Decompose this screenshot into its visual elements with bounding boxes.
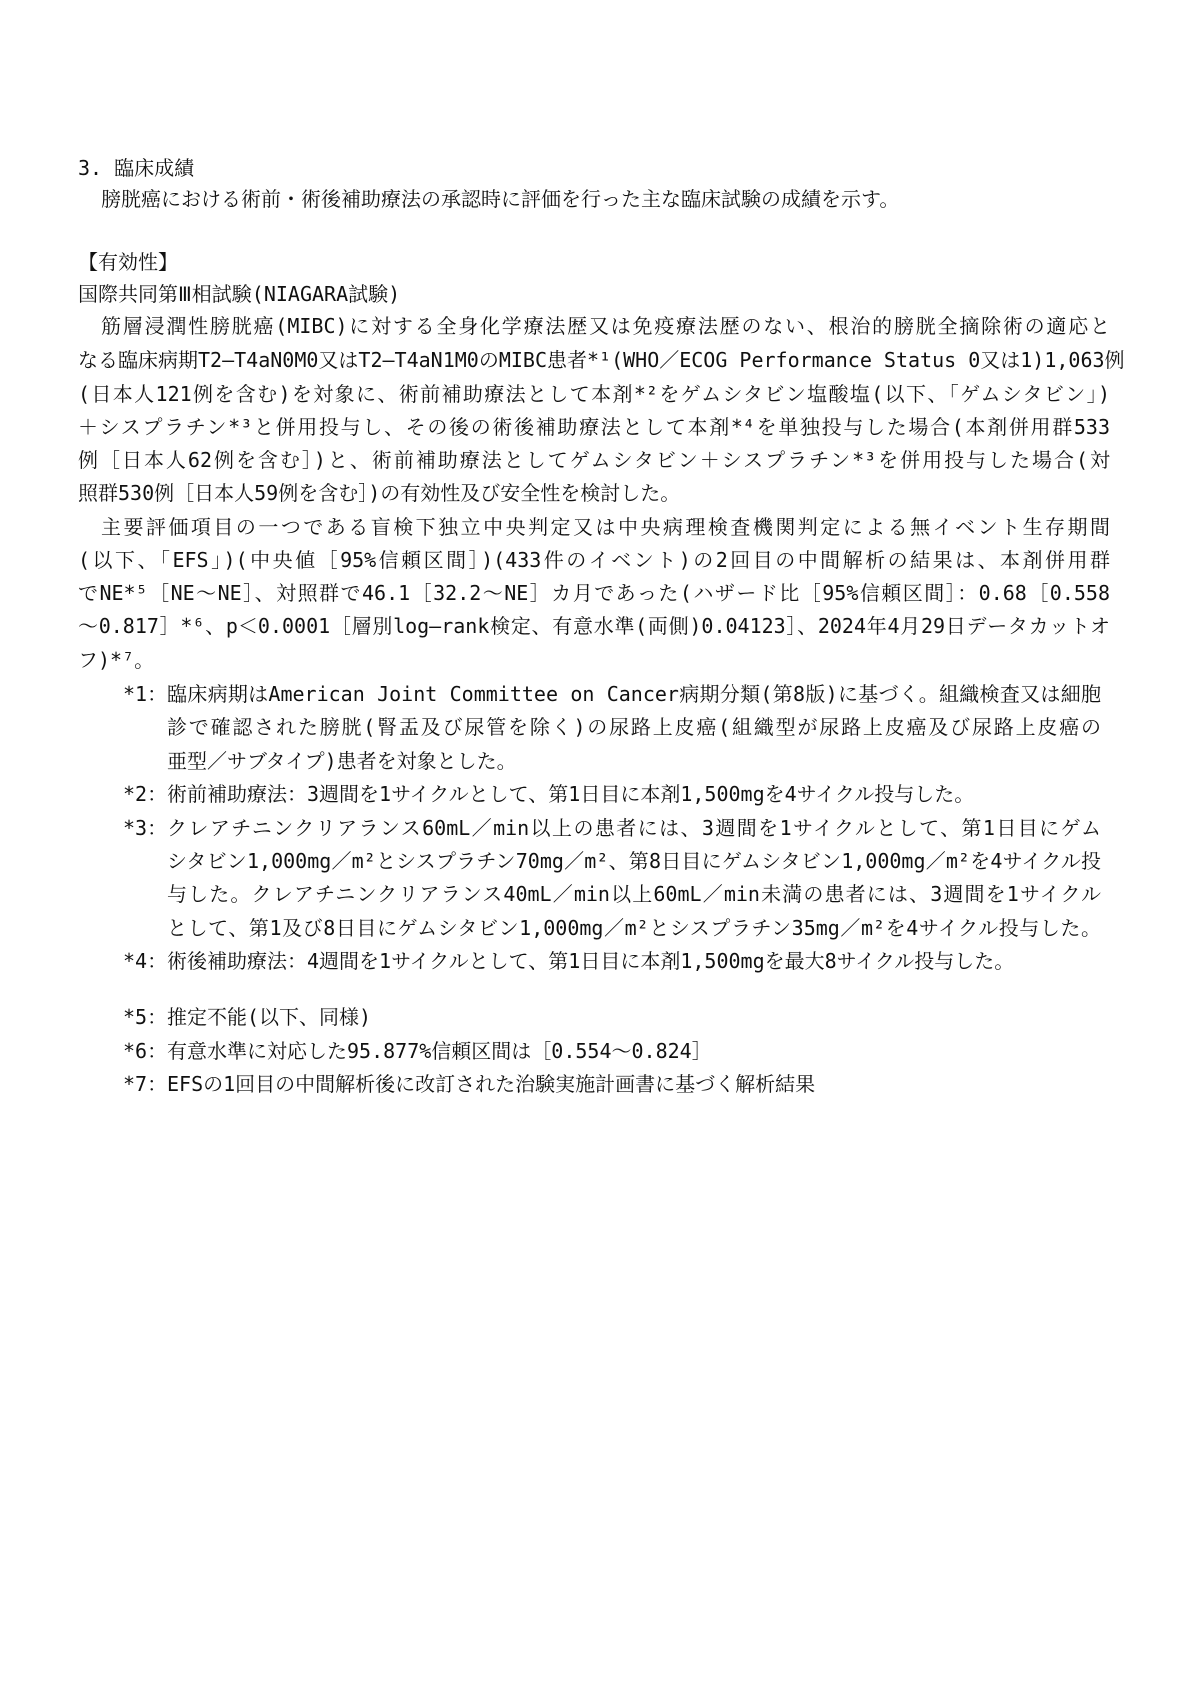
footnote-mark: *1：	[123, 682, 168, 706]
footnote-line: EFSの1回目の中間解析後に改訂された治験実施計画書に基づく解析結果	[167, 1072, 816, 1096]
paragraph-line: なる臨床病期T2―T4aN0M0又はT2―T4aN1M0のMIBC患者*¹(WHO／ECOG Performance Status 0又は1)1,063例	[78, 348, 1125, 372]
footnote-line: 臨床病期はAmerican Joint Committee on Cancer病期分類(第8版)に基づく。組織検査又は細胞	[167, 682, 1101, 706]
paragraph-line: でNE*⁵［NE～NE］、対照群で46.1［32.2～NE］カ月であった(ハザード比［95%信頼区間］：0.68［0.558	[78, 581, 1110, 605]
footnote-line: 推定不能(以下、同様)	[167, 1005, 372, 1029]
footnote-mark: *5：	[123, 1005, 168, 1029]
paragraph-line: フ)*⁷。	[78, 648, 155, 672]
paragraph-line: ～0.817］*⁶、p＜0.0001［層別log―rank検定、有意水準(両側)0.04123］、2024年4月29日データカットオ	[78, 614, 1110, 638]
footnote-line: 有意水準に対応した95.877%信頼区間は［0.554～0.824］	[167, 1039, 712, 1063]
footnote-line: クレアチニンクリアランス60mL／min以上の患者には、3週間を1サイクルとして、第1日目にゲム	[167, 816, 1101, 840]
footnote-line: 与した。クレアチニンクリアランス40mL／min以上60mL／min未満の患者には、3週間を1サイクル	[167, 882, 1101, 906]
footnote-mark: *7：	[123, 1072, 168, 1096]
paragraph-line: 筋層浸潤性膀胱癌(MIBC)に対する全身化学療法歴又は免疫療法歴のない、根治的膀胱全摘除術の適応と	[101, 314, 1110, 338]
paragraph-line: (以下、「EFS」)(中央値［95%信頼区間］)(433件のイベント)の2回目の中間解析の結果は、本剤併用群	[78, 548, 1110, 572]
footnote-mark: *3：	[123, 816, 168, 840]
paragraph-line: 例［日本人62例を含む］)と、術前補助療法としてゲムシタビン＋シスプラチン*³を併用投与した場合(対	[78, 448, 1110, 472]
footnote-line: シタビン1,000mg／m²とシスプラチン70mg／m²、第8日目にゲムシタビン1,000mg／m²を4サイクル投	[167, 849, 1101, 873]
paragraph-line: 主要評価項目の一つである盲検下独立中央判定又は中央病理検査機関判定による無イベント生存期間	[101, 515, 1110, 539]
section-heading: 3. 臨床成績	[78, 156, 195, 180]
footnote-line: 診で確認された膀胱(腎盂及び尿管を除く)の尿路上皮癌(組織型が尿路上皮癌及び尿路上皮癌の	[167, 715, 1101, 739]
footnote-mark: *2：	[123, 782, 168, 806]
footnote-line: 術前補助療法：3週間を1サイクルとして、第1日目に本剤1,500mgを4サイクル投与した。	[167, 782, 975, 806]
trial-title: 国際共同第Ⅲ相試験(NIAGARA試験)	[78, 282, 401, 306]
efficacy-heading: 【有効性】	[78, 250, 178, 274]
footnote-mark: *6：	[123, 1039, 168, 1063]
paragraph-line: (日本人121例を含む)を対象に、術前補助療法として本剤*²をゲムシタビン塩酸塩(以下、「ゲムシタビン」)	[78, 382, 1110, 406]
footnote-mark: *4：	[123, 949, 168, 973]
footnote-line: 術後補助療法：4週間を1サイクルとして、第1日目に本剤1,500mgを最大8サイクル投与した。	[167, 949, 1015, 973]
intro-paragraph: 膀胱癌における術前・術後補助療法の承認時に評価を行った主な臨床試験の成績を示す。	[101, 187, 900, 211]
footnote-line: 亜型／サブタイプ)患者を対象とした。	[167, 749, 517, 773]
paragraph-line: 照群530例［日本人59例を含む］)の有効性及び安全性を検討した。	[78, 481, 681, 505]
paragraph-line: ＋シスプラチン*³と併用投与し、その後の術後補助療法として本剤*⁴を単独投与した場合(本剤併用群533	[78, 415, 1110, 439]
footnote-line: として、第1及び8日目にゲムシタビン1,000mg／m²とシスプラチン35mg／m²を4サイクル投与した。	[167, 916, 1101, 940]
